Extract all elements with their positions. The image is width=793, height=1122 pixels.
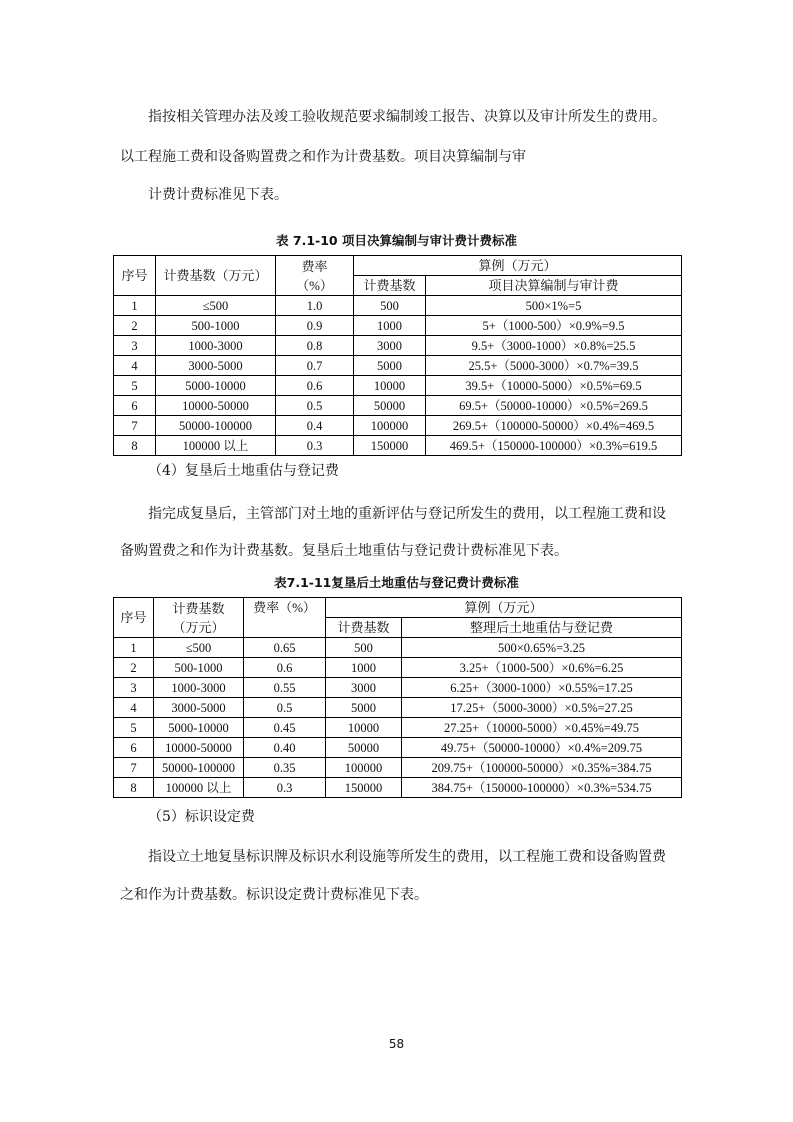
cell-example-fee: 500×1%=5: [426, 296, 682, 316]
table-row: [114, 316, 682, 336]
cell-rate: 0.45: [244, 718, 326, 738]
cell-no: 1: [114, 638, 154, 658]
paragraph-audit-ref: 计费计费标准见下表。: [148, 187, 288, 203]
cell-no: 3: [114, 678, 154, 698]
table-row: [114, 698, 682, 718]
paragraph-reassessment-base: 备购置费之和作为计费基数。复垦后土地重估与登记费计费标准见下表。: [120, 543, 568, 559]
cell-example-fee: 39.5+（10000-5000）×0.5%=69.5: [426, 376, 682, 396]
header-rate-line2: （%）: [296, 277, 333, 293]
cell-example-fee: 69.5+（50000-10000）×0.5%=269.5: [426, 396, 682, 416]
cell-rate: 0.4: [276, 416, 354, 436]
cell-rate: 0.40: [244, 738, 326, 758]
table-1-caption: 表 7.1-10 项目决算编制与审计费计费标准: [276, 233, 517, 248]
cell-example-fee: 25.5+（5000-3000）×0.7%=39.5: [426, 356, 682, 376]
cell-rate: 0.5: [276, 396, 354, 416]
cell-base: 1000-3000: [156, 336, 276, 356]
cell-example-base: 10000: [354, 376, 426, 396]
table-row: [114, 678, 682, 698]
cell-example-fee: 469.5+（150000-100000）×0.3%=619.5: [426, 436, 682, 456]
table-row: [114, 336, 682, 356]
cell-rate: 0.6: [276, 376, 354, 396]
cell-rate: 0.6: [244, 658, 326, 678]
cell-base: 3000-5000: [154, 698, 244, 718]
cell-no: 2: [114, 316, 156, 336]
cell-example-base: 150000: [354, 436, 426, 456]
cell-rate: 0.9: [276, 316, 354, 336]
cell-example-fee: 269.5+（100000-50000）×0.4%=469.5: [426, 416, 682, 436]
cell-no: 5: [114, 718, 154, 738]
header-example-fee: 整理后土地重估与登记费: [402, 618, 682, 638]
header-example-base: 计费基数: [354, 276, 426, 296]
table-row: [114, 416, 682, 436]
cell-example-base: 50000: [326, 738, 402, 758]
cell-example-base: 1000: [354, 316, 426, 336]
table-row: [114, 758, 682, 778]
header-no: 序号: [114, 598, 154, 638]
header-example-fee: 项目决算编制与审计费: [426, 276, 682, 296]
cell-no: 4: [114, 698, 154, 718]
cell-example-fee: 27.25+（10000-5000）×0.45%=49.75: [402, 718, 682, 738]
paragraph-audit-definition: 指按相关管理办法及竣工验收规范要求编制竣工报告、决算以及审计所发生的费用。: [148, 109, 666, 125]
table-row: [114, 396, 682, 416]
header-example: 算例（万元）: [354, 256, 682, 276]
cell-base: 3000-5000: [156, 356, 276, 376]
section-heading-5: （5）标识设定费: [148, 809, 255, 825]
paragraph-signage-definition: 指设立土地复垦标识牌及标识水利设施等所发生的费用，以工程施工费和设备购置费: [148, 849, 666, 865]
cell-no: 1: [114, 296, 156, 316]
cell-example-base: 5000: [354, 356, 426, 376]
cell-rate: 0.8: [276, 336, 354, 356]
cell-no: 6: [114, 738, 154, 758]
cell-example-base: 10000: [326, 718, 402, 738]
table-reassessment-fee: [113, 597, 682, 798]
cell-no: 7: [114, 416, 156, 436]
cell-base: 100000 以上: [156, 436, 276, 456]
cell-example-fee: 9.5+（3000-1000）×0.8%=25.5: [426, 336, 682, 356]
table-row: [114, 658, 682, 678]
cell-no: 8: [114, 778, 154, 798]
table-row: [114, 718, 682, 738]
cell-base: 1000-3000: [154, 678, 244, 698]
header-no: 序号: [114, 256, 156, 296]
table-row: [114, 778, 682, 798]
table-2-caption: 表7.1-11复垦后土地重估与登记费计费标准: [274, 575, 519, 590]
header-example: 算例（万元）: [326, 598, 682, 618]
cell-example-base: 150000: [326, 778, 402, 798]
cell-example-fee: 6.25+（3000-1000）×0.55%=17.25: [402, 678, 682, 698]
cell-base: 50000-100000: [154, 758, 244, 778]
table-row: [114, 376, 682, 396]
cell-example-base: 3000: [326, 678, 402, 698]
header-base: 计费基数（万元）: [156, 256, 276, 296]
cell-example-base: 5000: [326, 698, 402, 718]
cell-base: 100000 以上: [154, 778, 244, 798]
table-row: [114, 296, 682, 316]
header-example-base: 计费基数: [326, 618, 402, 638]
cell-no: 3: [114, 336, 156, 356]
cell-example-fee: 49.75+（50000-10000）×0.4%=209.75: [402, 738, 682, 758]
cell-example-base: 50000: [354, 396, 426, 416]
cell-base: 10000-50000: [154, 738, 244, 758]
cell-rate: 0.35: [244, 758, 326, 778]
cell-example-fee: 5+（1000-500）×0.9%=9.5: [426, 316, 682, 336]
table-row: [114, 738, 682, 758]
cell-rate: 0.7: [276, 356, 354, 376]
cell-example-fee: 500×0.65%=3.25: [402, 638, 682, 658]
cell-no: 5: [114, 376, 156, 396]
cell-rate: 0.65: [244, 638, 326, 658]
cell-base: 10000-50000: [156, 396, 276, 416]
cell-rate: 0.55: [244, 678, 326, 698]
cell-no: 7: [114, 758, 154, 778]
cell-no: 2: [114, 658, 154, 678]
cell-example-fee: 17.25+（5000-3000）×0.5%=27.25: [402, 698, 682, 718]
paragraph-signage-base: 之和作为计费基数。标识设定费计费标准见下表。: [120, 887, 428, 903]
cell-rate: 0.3: [276, 436, 354, 456]
cell-example-base: 100000: [326, 758, 402, 778]
cell-example-base: 500: [354, 296, 426, 316]
header-rate: [276, 256, 354, 296]
section-heading-4: （4）复垦后土地重估与登记费: [148, 463, 339, 479]
header-base-line1: 计费基数: [172, 600, 225, 616]
cell-rate: 0.5: [244, 698, 326, 718]
header-rate: 费率（%）: [244, 598, 326, 638]
cell-base: 5000-10000: [156, 376, 276, 396]
paragraph-reassessment-definition: 指完成复垦后，主管部门对土地的重新评估与登记所发生的费用，以工程施工费和设: [148, 506, 666, 522]
paragraph-audit-base: 以工程施工费和设备购置费之和作为计费基数。项目决算编制与审: [120, 149, 526, 165]
cell-base: 5000-10000: [154, 718, 244, 738]
cell-example-base: 1000: [326, 658, 402, 678]
table-row: [114, 356, 682, 376]
header-base-line2: （万元）: [172, 619, 225, 635]
page-number: 58: [388, 1037, 405, 1051]
table-audit-fee: [113, 255, 682, 456]
table-row: [114, 436, 682, 456]
cell-base: ≤500: [156, 296, 276, 316]
header-rate-line1: 费率: [301, 258, 328, 274]
cell-base: ≤500: [154, 638, 244, 658]
cell-base: 500-1000: [154, 658, 244, 678]
cell-no: 8: [114, 436, 156, 456]
cell-example-base: 100000: [354, 416, 426, 436]
cell-base: 500-1000: [156, 316, 276, 336]
cell-rate: 1.0: [276, 296, 354, 316]
header-base: [154, 598, 244, 638]
cell-no: 6: [114, 396, 156, 416]
cell-example-fee: 3.25+（1000-500）×0.6%=6.25: [402, 658, 682, 678]
cell-example-base: 500: [326, 638, 402, 658]
cell-example-base: 3000: [354, 336, 426, 356]
cell-example-fee: 384.75+（150000-100000）×0.3%=534.75: [402, 778, 682, 798]
table-row: [114, 638, 682, 658]
cell-base: 50000-100000: [156, 416, 276, 436]
cell-example-fee: 209.75+（100000-50000）×0.35%=384.75: [402, 758, 682, 778]
cell-no: 4: [114, 356, 156, 376]
cell-rate: 0.3: [244, 778, 326, 798]
